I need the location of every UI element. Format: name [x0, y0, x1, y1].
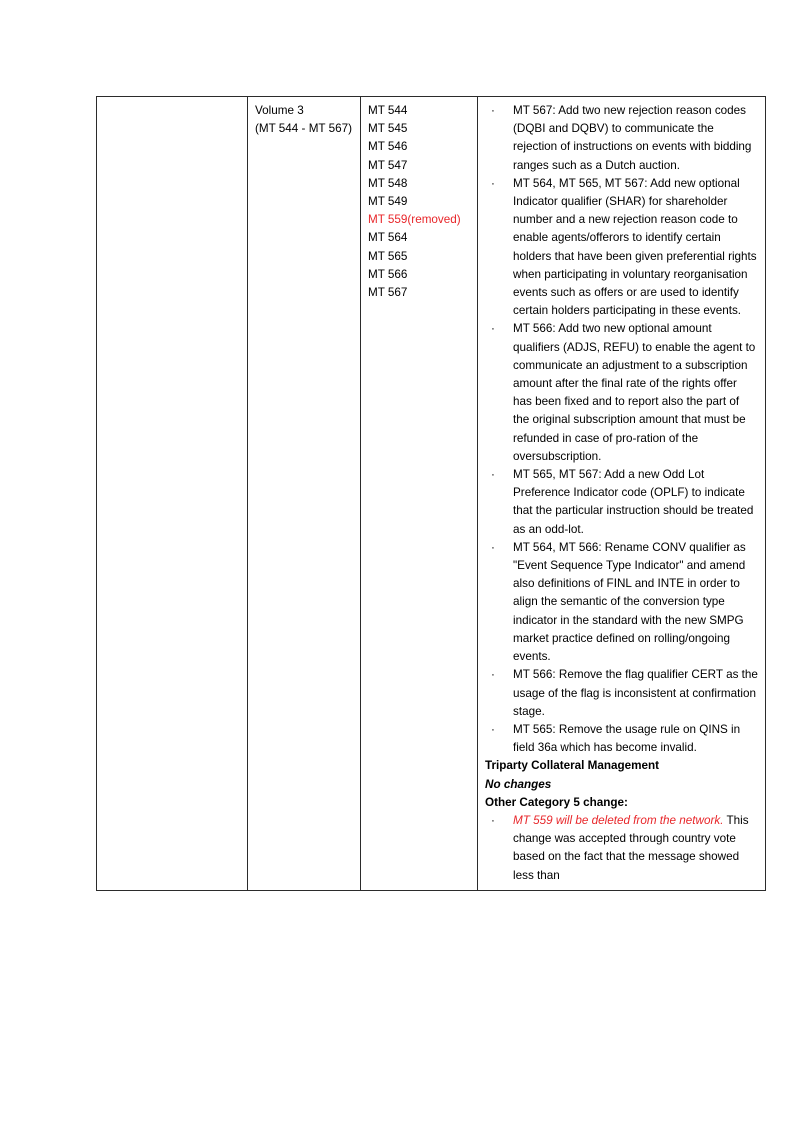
message-type: MT 565 [368, 249, 408, 263]
volume-title: Volume 3 [255, 104, 304, 117]
triparty-status: No changes [485, 777, 552, 791]
bullet-icon: · [491, 813, 495, 827]
list-item [485, 666, 758, 721]
message-type: MT 567 [368, 286, 408, 300]
bullet-icon: · [491, 668, 495, 682]
bullet-icon: · [491, 176, 495, 190]
change-item-text: MT 565, MT 567: Add a new Odd Lot Preference Indicator code (OPLF) to indicate that the particular instruction should be treated as an odd-lot. [513, 468, 754, 536]
list-item [485, 812, 758, 885]
deleted-message-rationale: This change was accepted through country vote based on the fact that the message showed less than [513, 813, 749, 882]
change-item-text: MT 564, MT 565, MT 567: Add new optional Indicator qualifier (SHAR) for shareholder number and a new rejection reason code to enable agents/offerors to identify certain holders that have been given preferential rights when participating in voluntary reorganisation events such as offers or are used to identify certain holders participating in these events. [513, 176, 757, 318]
other-change-bullet-list [485, 812, 758, 885]
list-item [368, 229, 470, 247]
list-item [485, 466, 758, 539]
list-item [368, 248, 470, 266]
list-item [485, 102, 758, 175]
message-type: MT 566 [368, 267, 408, 281]
change-item-text: MT 566: Remove the flag qualifier CERT as the usage of the flag is inconsistent at confirmation stage. [513, 668, 758, 718]
triparty-heading: Triparty Collateral Management [485, 759, 660, 773]
table-cell-volume [248, 97, 361, 891]
message-type: MT 545 [368, 122, 408, 136]
message-type-removed: MT 559(removed) [368, 213, 461, 227]
list-item [485, 320, 758, 466]
message-type: MT 546 [368, 140, 408, 154]
table-cell-changes [478, 97, 766, 891]
message-type: MT 548 [368, 176, 408, 190]
other-category-heading: Other Category 5 change: [485, 795, 628, 809]
bullet-icon: · [491, 468, 495, 482]
change-item-text: MT 565: Remove the usage rule on QINS in field 36a which has become invalid. [513, 722, 741, 755]
bullet-icon: · [491, 540, 495, 554]
deleted-message-note: MT 559 will be deleted from the network. [513, 813, 724, 827]
change-bullet-list [485, 102, 758, 757]
message-type-list [368, 102, 470, 302]
list-item [368, 284, 470, 302]
volume-range: (MT 544 - MT 567) [255, 122, 352, 136]
list-item [368, 266, 470, 284]
change-item-text: MT 564, MT 566: Rename CONV qualifier as "Event Sequence Type Indicator" and amend also definitions of FINL and INTE in order to align the semantic of the conversion type indicator in the standard with the new SMPG market practice defined on rolling/ongoing events. [513, 540, 746, 664]
change-item-text: MT 567: Add two new rejection reason codes (DQBI and DQBV) to communicate the rejection of instructions on events with bidding ranges such as a Dutch auction. [513, 104, 752, 172]
bullet-icon: · [491, 322, 495, 336]
list-item [368, 157, 470, 175]
message-type: MT 564 [368, 231, 408, 245]
list-item [485, 721, 758, 757]
list-item [485, 175, 758, 321]
table-cell-message-types [361, 97, 478, 891]
message-type: MT 544 [368, 104, 408, 117]
list-item [368, 193, 470, 211]
table-cell-empty [97, 97, 248, 891]
bullet-icon: · [491, 722, 495, 736]
table-row [97, 97, 766, 891]
message-type: MT 549 [368, 195, 408, 209]
list-item [368, 102, 470, 120]
bullet-icon: · [491, 104, 495, 117]
list-item [485, 539, 758, 666]
list-item [368, 138, 470, 156]
changes-table [96, 96, 766, 891]
change-item-text: MT 566: Add two new optional amount qualifiers (ADJS, REFU) to enable the agent to communicate an adjustment to a subscription amount after the final rate of the rights offer has been fixed and to report also the part of the original subscription amount that must be refunded in case of pro-ration of the oversubscription. [513, 322, 756, 463]
list-item [368, 175, 470, 193]
list-item [368, 211, 470, 229]
message-type: MT 547 [368, 158, 408, 172]
list-item [368, 120, 470, 138]
